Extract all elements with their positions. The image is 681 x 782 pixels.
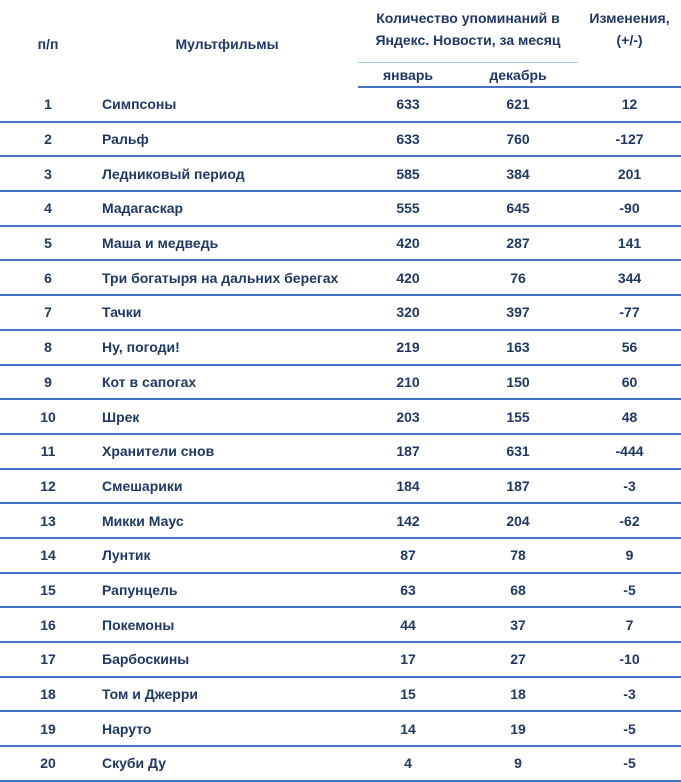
cell-jan: 219 xyxy=(358,330,458,365)
table-row xyxy=(0,330,681,365)
cell-num: 2 xyxy=(0,122,96,157)
cell-name: Наруто xyxy=(96,711,358,746)
table-row xyxy=(0,295,681,330)
cell-jan: 44 xyxy=(358,607,458,642)
cell-change: -5 xyxy=(578,573,681,608)
cell-change: 344 xyxy=(578,260,681,295)
cell-jan: 184 xyxy=(358,469,458,504)
cell-name: Лунтик xyxy=(96,538,358,573)
cell-change: -3 xyxy=(578,469,681,504)
cell-name: Покемоны xyxy=(96,607,358,642)
cell-dec: 9 xyxy=(458,746,578,781)
cell-dec: 760 xyxy=(458,122,578,157)
cell-jan: 14 xyxy=(358,711,458,746)
cell-change: -77 xyxy=(578,295,681,330)
cell-name: Кот в сапогах xyxy=(96,365,358,400)
cell-jan: 210 xyxy=(358,365,458,400)
table-row xyxy=(0,503,681,538)
table-row xyxy=(0,156,681,191)
cell-change: 141 xyxy=(578,226,681,261)
cell-jan: 633 xyxy=(358,122,458,157)
cell-change: -5 xyxy=(578,711,681,746)
cell-jan: 420 xyxy=(358,260,458,295)
cell-change: 56 xyxy=(578,330,681,365)
cell-num: 17 xyxy=(0,642,96,677)
cell-change: -127 xyxy=(578,122,681,157)
cell-name: Три богатыря на дальних берегах xyxy=(96,260,358,295)
cell-change: -90 xyxy=(578,191,681,226)
cell-dec: 384 xyxy=(458,156,578,191)
cell-dec: 37 xyxy=(458,607,578,642)
cell-name: Мадагаскар xyxy=(96,191,358,226)
cell-dec: 204 xyxy=(458,503,578,538)
cell-name: Том и Джерри xyxy=(96,677,358,712)
cell-jan: 4 xyxy=(358,746,458,781)
table-row xyxy=(0,365,681,400)
table-row xyxy=(0,434,681,469)
cell-jan: 555 xyxy=(358,191,458,226)
cell-name: Хранители снов xyxy=(96,434,358,469)
table-row xyxy=(0,746,681,781)
table-row xyxy=(0,191,681,226)
cell-name: Тачки xyxy=(96,295,358,330)
cell-jan: 17 xyxy=(358,642,458,677)
header-dec: декабрь xyxy=(458,63,578,88)
table-row xyxy=(0,607,681,642)
cell-dec: 645 xyxy=(458,191,578,226)
cell-dec: 76 xyxy=(458,260,578,295)
cell-dec: 19 xyxy=(458,711,578,746)
cell-dec: 621 xyxy=(458,87,578,122)
cell-dec: 68 xyxy=(458,573,578,608)
cell-num: 18 xyxy=(0,677,96,712)
cell-num: 8 xyxy=(0,330,96,365)
cell-dec: 187 xyxy=(458,469,578,504)
table-row xyxy=(0,573,681,608)
table-row xyxy=(0,469,681,504)
cell-change: 12 xyxy=(578,87,681,122)
table-row xyxy=(0,87,681,122)
cell-change: 201 xyxy=(578,156,681,191)
cell-dec: 163 xyxy=(458,330,578,365)
header-num: п/п xyxy=(37,35,59,52)
cell-name: Ледниковый период xyxy=(96,156,358,191)
cell-num: 9 xyxy=(0,365,96,400)
cell-dec: 397 xyxy=(458,295,578,330)
cell-change: 9 xyxy=(578,538,681,573)
cell-name: Рапунцель xyxy=(96,573,358,608)
cell-num: 3 xyxy=(0,156,96,191)
header-change-sub xyxy=(578,63,681,88)
header-count: Количество упоминаний в Яндекс. Новости, за месяц xyxy=(358,0,578,63)
cell-jan: 63 xyxy=(358,573,458,608)
cell-num: 20 xyxy=(0,746,96,781)
cell-change: -5 xyxy=(578,746,681,781)
cell-num: 1 xyxy=(0,87,96,122)
cell-name: Микки Маус xyxy=(96,503,358,538)
cell-num: 15 xyxy=(0,573,96,608)
cell-dec: 155 xyxy=(458,399,578,434)
cell-change: -62 xyxy=(578,503,681,538)
table-row xyxy=(0,642,681,677)
cell-change: -444 xyxy=(578,434,681,469)
cell-num: 16 xyxy=(0,607,96,642)
cell-num: 5 xyxy=(0,226,96,261)
cell-jan: 142 xyxy=(358,503,458,538)
cell-jan: 320 xyxy=(358,295,458,330)
cell-dec: 150 xyxy=(458,365,578,400)
cell-jan: 585 xyxy=(358,156,458,191)
table-row xyxy=(0,677,681,712)
table-row xyxy=(0,399,681,434)
cell-change: 60 xyxy=(578,365,681,400)
cell-name: Барбоскины xyxy=(96,642,358,677)
header-jan: январь xyxy=(358,63,458,88)
cell-jan: 203 xyxy=(358,399,458,434)
header-change: Изменения, (+/-) xyxy=(589,10,670,48)
cell-change: 7 xyxy=(578,607,681,642)
cell-num: 4 xyxy=(0,191,96,226)
cell-dec: 631 xyxy=(458,434,578,469)
cell-name: Шрек xyxy=(96,399,358,434)
table-body xyxy=(0,87,681,781)
cell-num: 11 xyxy=(0,434,96,469)
table-row xyxy=(0,226,681,261)
cell-num: 7 xyxy=(0,295,96,330)
cell-jan: 15 xyxy=(358,677,458,712)
cell-name: Маша и медведь xyxy=(96,226,358,261)
cell-num: 12 xyxy=(0,469,96,504)
cell-dec: 78 xyxy=(458,538,578,573)
table-row xyxy=(0,538,681,573)
cell-dec: 27 xyxy=(458,642,578,677)
cell-jan: 420 xyxy=(358,226,458,261)
cell-name: Скуби Ду xyxy=(96,746,358,781)
cell-jan: 87 xyxy=(358,538,458,573)
table-row xyxy=(0,260,681,295)
table-row xyxy=(0,122,681,157)
cell-jan: 187 xyxy=(358,434,458,469)
cell-change: -3 xyxy=(578,677,681,712)
cell-name: Симпсоны xyxy=(96,87,358,122)
cell-num: 10 xyxy=(0,399,96,434)
cell-change: 48 xyxy=(578,399,681,434)
cell-change: -10 xyxy=(578,642,681,677)
cell-dec: 287 xyxy=(458,226,578,261)
header-name: Мультфильмы xyxy=(175,35,279,52)
cell-name: Смешарики xyxy=(96,469,358,504)
cell-num: 14 xyxy=(0,538,96,573)
cell-dec: 18 xyxy=(458,677,578,712)
cell-name: Ну, погоди! xyxy=(96,330,358,365)
cell-num: 19 xyxy=(0,711,96,746)
cell-jan: 633 xyxy=(358,87,458,122)
cell-name: Ральф xyxy=(96,122,358,157)
cell-num: 13 xyxy=(0,503,96,538)
table-row xyxy=(0,711,681,746)
cell-num: 6 xyxy=(0,260,96,295)
